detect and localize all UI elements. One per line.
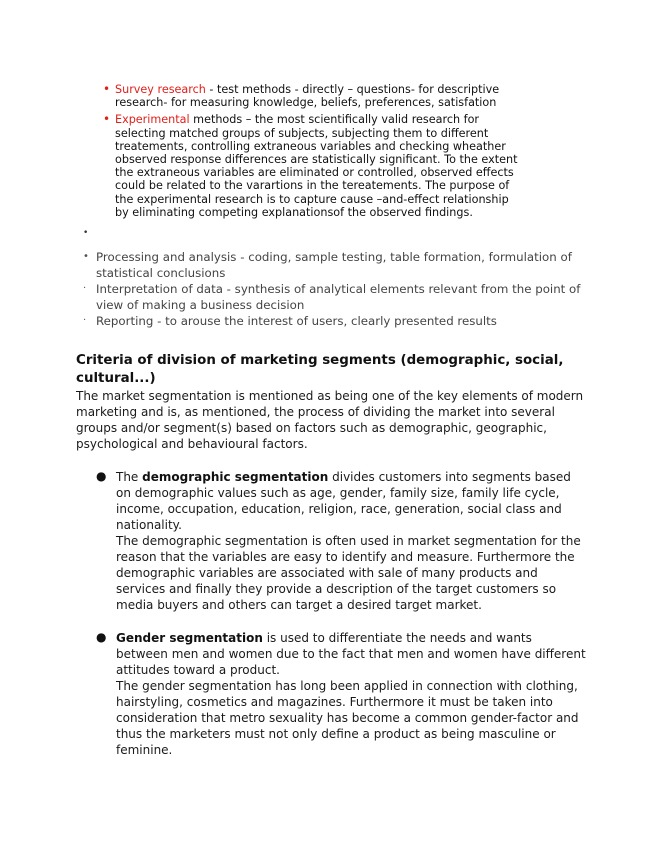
survey-research-text: - test methods - directly – questions- for descriptive research- for measuring knowledge, beliefs, preferences, satisfation <box>115 83 500 110</box>
bullet-icon: ● <box>96 469 107 483</box>
process-list <box>83 249 583 329</box>
gender-text: is used to differentiate the needs and wants between men and women due to the fact that men and women have different attitudes toward a product. <box>116 631 586 677</box>
red-bullet-icon: • <box>103 112 111 127</box>
bullet-icon: • <box>83 251 89 262</box>
red-bullet-icon: • <box>103 82 111 96</box>
section-heading: Criteria of division of marketing segments (demographic, social, cultural...) <box>76 353 564 386</box>
demographic-segment-item <box>96 469 586 613</box>
list-item-text: Processing and analysis - coding, sample testing, table formation, formulation of statistical conclusions <box>96 250 572 280</box>
bullet-icon: · <box>83 315 87 326</box>
list-item-text: Reporting - to arouse the interest of users, clearly presented results <box>96 314 497 328</box>
bullet-icon: ● <box>96 630 107 644</box>
experimental-text: methods – the most scientifically valid research for selecting matched groups of subjects, subjecting them to different treatements, controlling extraneous variables and checking wheather observed response differences are statistically significant. To the extent the extraneous variables are eliminated or controlled, observed effects could be related to the varartions in the tereatements. The purpose of the experimental research is to capture cause –and-effect relationship by eliminating competing explanationsof the observed findings. <box>115 113 518 219</box>
gender-paragraph-2: The gender segmentation has long been applied in connection with clothing, hairstyling, cosmetics and magazines. Furthermore it must be taken into consideration that metro sexuality has become a common gender-factor and thus the marketers must not only define a product as being masculine or feminine. <box>116 679 579 757</box>
survey-research-item <box>103 83 523 109</box>
list-item-text: Interpretation of data - synthesis of analytical elements relevant from the point of view of making a business decision <box>96 282 581 312</box>
experimental-item <box>103 113 523 219</box>
demographic-lead: The <box>116 470 143 484</box>
gender-segment-item <box>96 630 586 758</box>
experimental-term: Experimental <box>115 113 190 127</box>
empty-bullet-icon: • <box>83 228 89 238</box>
gender-paragraph-1 <box>116 630 586 678</box>
demographic-paragraph-2: The demographic segmentation is often used in market segmentation for the reason that the variables are easy to identify and measure. Furthermore the demographic variables are associated with sale of many products and services and finally they provide a description of the target customers so media buyers and others can target a desired target market. <box>116 534 581 612</box>
research-methods-block <box>103 83 523 223</box>
list-item <box>83 281 583 313</box>
bullet-icon: · <box>83 283 87 294</box>
demographic-text: divides customers into segments based on demographic values such as age, gender, family size, family life cycle, income, occupation, education, religion, race, generation, social class and nationality. <box>116 470 571 532</box>
survey-research-term: Survey research <box>115 83 206 96</box>
list-item <box>83 313 583 329</box>
gender-term: Gender segmentation <box>116 631 263 645</box>
demographic-term: demographic segmentation <box>142 470 329 484</box>
demographic-paragraph-1 <box>116 469 586 533</box>
intro-paragraph: The market segmentation is mentioned as being one of the key elements of modern marketing and is, as mentioned, the process of dividing the market into several groups and/or segment(s) based on factors such as demographic, geographic, psychological and behavioural factors. <box>76 389 584 451</box>
list-item <box>83 249 583 281</box>
